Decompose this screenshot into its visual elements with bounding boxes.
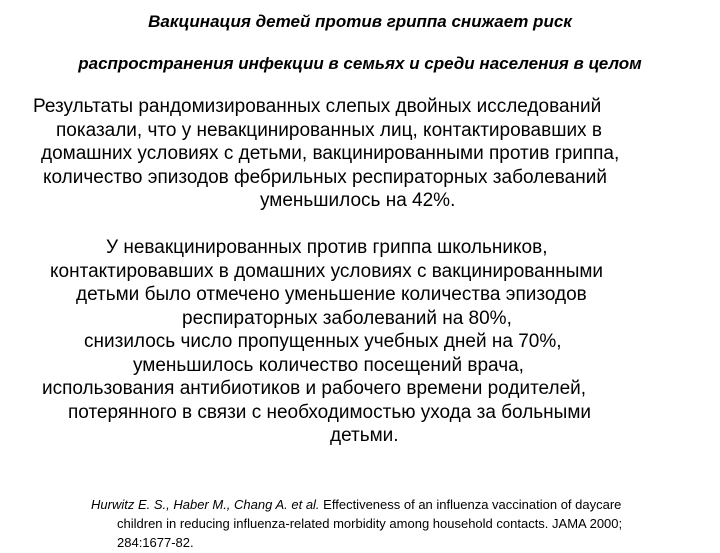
slide-title-line-1: Вакцинация детей против гриппа снижает риск [148, 12, 572, 31]
paragraph-line: снизилось число пропущенных учебных дней на 70%, [84, 331, 562, 352]
paragraph-line: Результаты рандомизированных слепых двойных исследований [33, 96, 602, 117]
paragraph-line: показали, что у невакцинированных лиц, контактировавших в [56, 119, 602, 141]
reference-line: children in reducing influenza-related morbidity among household contacts. JAMA 2000; [117, 516, 623, 531]
reference-title-start: Effectiveness of an influenza vaccination of daycare [319, 497, 622, 512]
paragraph-line: детьми было отмечено уменьшение количества эпизодов [76, 284, 587, 305]
paragraph-line: домашних условиях с детьми, вакцинированными против гриппа, [41, 143, 620, 164]
reference-line [91, 495, 621, 515]
paragraph-line: уменьшилось количество посещений врача, [133, 354, 524, 376]
slide-title-line-2: распространения инфекции в семьях и среди населения в целом [78, 54, 642, 73]
paragraph-line: детьми. [330, 425, 399, 446]
paragraph-line: У невакцинированных против гриппа школьников, [106, 237, 548, 258]
paragraph-line: потерянного в связи с необходимостью ухода за больными [68, 401, 592, 423]
paragraph-line: использования антибиотиков и рабочего времени родителей, [42, 378, 587, 399]
paragraph-line: респираторных заболеваний на 80%, [182, 307, 512, 329]
paragraph-line: уменьшилось на 42%. [260, 190, 456, 211]
reference-line: 284:1677-82. [117, 535, 194, 550]
paragraph-line: количество эпизодов фебрильных респираторных заболеваний [43, 166, 607, 188]
paragraph-line: контактировавших в домашних условиях с вакцинированными [50, 260, 604, 282]
reference-authors: Hurwitz E. S., Haber M., Chang A. et al. [91, 497, 320, 512]
